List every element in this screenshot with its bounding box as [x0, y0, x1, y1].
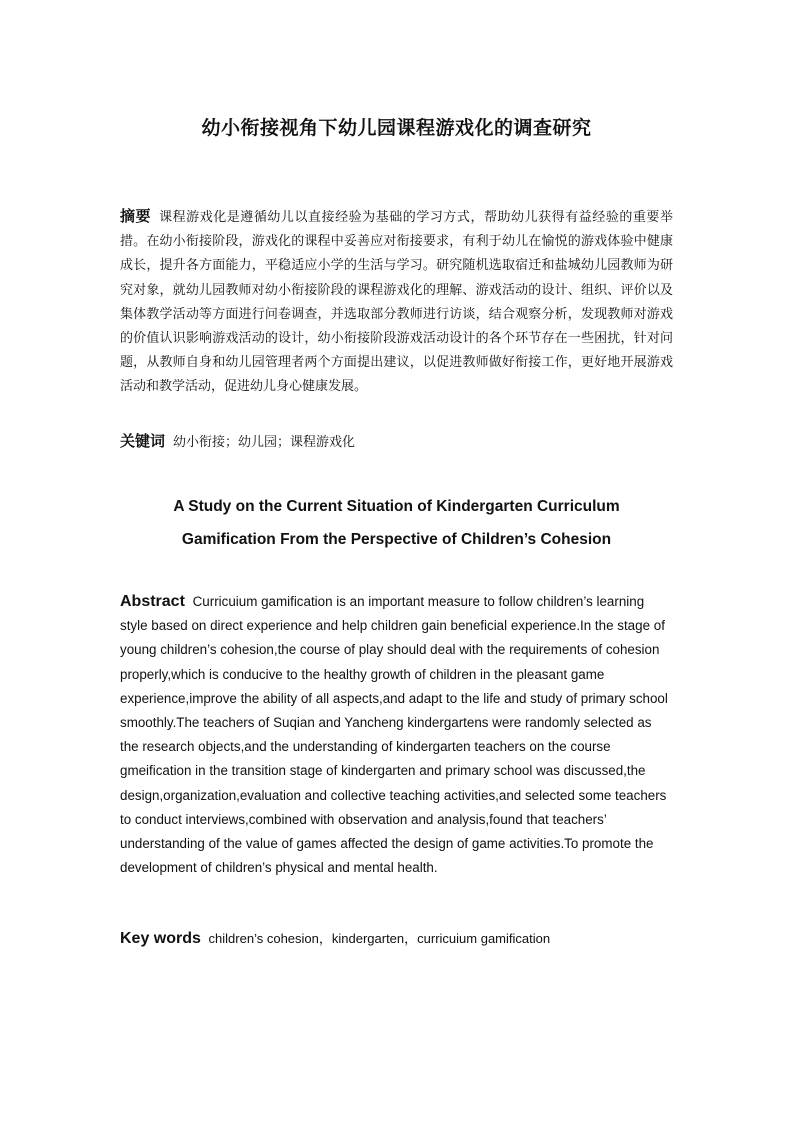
english-keywords-label: Key words [120, 930, 201, 947]
chinese-abstract-label: 摘要 [120, 207, 152, 225]
chinese-abstract [120, 204, 673, 400]
chinese-keywords-text: 幼小衔接；幼儿园；课程游戏化 [173, 435, 356, 450]
english-abstract-text: Curricuium gamification is an important measure to follow children’s learning style based on direct experience and help children gain beneficial experience.In the stage of young children’s cohesion,the course of play should deal with the requirements of cohesion properly,which is conducive to the healthy growth of children in the pleasant game experience,improve the ability of all aspects,and adapt to the life and study of primary school smoothly.The teachers of Suqian and Yancheng kindergartens were randomly selected as the research objects,and the understanding of kindergarten teachers on the course gmeification in the transition stage of kindergarten and primary school was discussed,the design,organization,evaluation and collective teaching activities,and selected some teachers to conduct interviews,combined with observation and analysis,found that teachers’ understanding of the value of games affected the design of game activities.To promote the development of children’s physical and mental health. [120, 594, 668, 876]
english-title-line-1: A Study on the Current Situation of Kindergarten Curriculum [173, 498, 620, 515]
chinese-title: 幼小衔接视角下幼儿园课程游戏化的调查研究 [201, 117, 592, 139]
english-title [0, 490, 793, 556]
english-keywords [120, 928, 673, 948]
english-keywords-text: children’s cohesion，kindergarten，curricuium gamification [208, 931, 551, 946]
chinese-abstract-text: 课程游戏化是遵循幼儿以直接经验为基础的学习方式，帮助幼儿获得有益经验的重要举措。在幼小衔接阶段，游戏化的课程中妥善应对衔接要求，有利于幼儿在愉悦的游戏体验中健康成长，提升各方面能力，平稳适应小学的生活与学习。研究随机选取宿迁和盐城幼儿园教师为研究对象，就幼儿园教师对幼小衔接阶段的课程游戏化的理解、游戏活动的设计、组织、评价以及集体教学活动等方面进行问卷调查，并选取部分教师进行访谈，结合观察分析，发现教师对游戏的价值认识影响游戏活动的设计，幼小衔接阶段游戏活动设计的各个环节存在一些困扰，针对问题，从教师自身和幼儿园管理者两个方面提出建议，以促进教师做好衔接工作，更好地开展游戏活动和教学活动，促进幼儿身心健康发展。 [120, 210, 673, 395]
chinese-keywords [120, 430, 673, 451]
english-abstract [120, 590, 673, 880]
english-abstract-label: Abstract [120, 593, 185, 610]
chinese-keywords-label: 关键词 [120, 432, 166, 450]
english-title-line-2: Gamification From the Perspective of Children’s Cohesion [181, 531, 612, 548]
